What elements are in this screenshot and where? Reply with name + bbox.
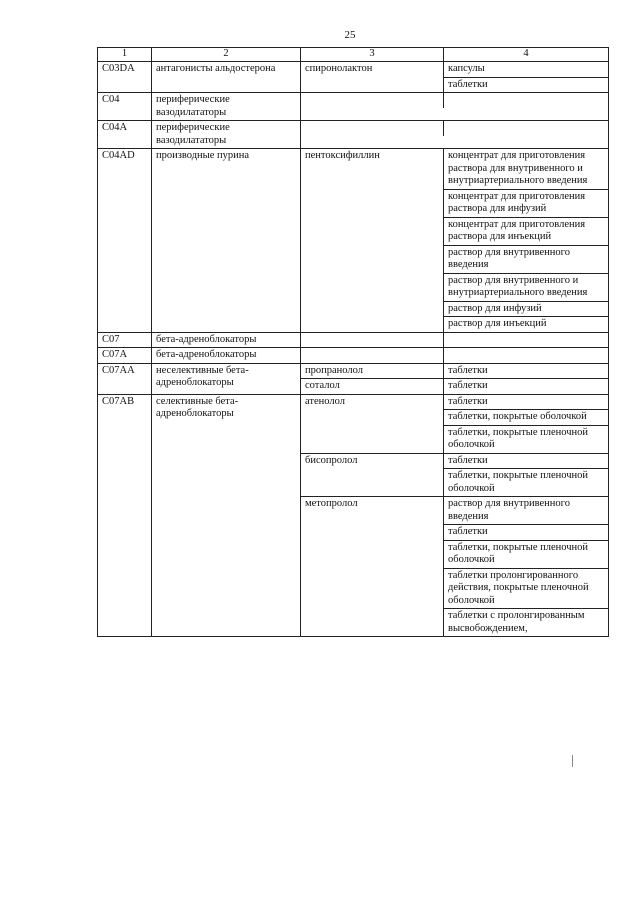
dosage-form: таблетки, покрытые пленочной оболочкой <box>448 426 589 450</box>
table-row <box>98 332 609 348</box>
atc-code-cell: C03DA <box>98 62 152 93</box>
table-row <box>98 149 609 333</box>
dosage-form: концентрат для приготовления раствора для внутривенного и внутриартериального введения <box>444 149 608 190</box>
group-name-cell: периферические вазодилататоры <box>152 121 301 149</box>
atc-code-cell: C07 <box>98 332 152 348</box>
drug-name: спиронолактон <box>301 62 444 92</box>
drug-table <box>97 47 609 637</box>
drug-list-cell <box>301 62 609 93</box>
drug-list-cell <box>301 93 609 121</box>
dosage-form: таблетки <box>448 364 488 376</box>
drug-list-cell <box>301 149 609 333</box>
group-name-cell: производные пурина <box>152 149 301 333</box>
dosage-form: таблетки <box>444 525 608 541</box>
dosage-form: таблетки пролонгированного действия, покрытые пленочной оболочкой <box>444 569 608 610</box>
atc-code-cell: C04A <box>98 121 152 149</box>
atc-code-cell: C04AD <box>98 149 152 333</box>
header-col-4: 4 <box>444 48 609 62</box>
table-row <box>98 348 609 364</box>
dosage-form: раствор для внутривенного и внутриартериального введения <box>444 274 608 302</box>
dosage-forms <box>444 497 608 636</box>
drug-name: пропранолол <box>301 364 444 379</box>
drug-block <box>301 62 608 92</box>
group-name-cell: селективные бета-адреноблокаторы <box>152 394 301 637</box>
atc-code-cell: C07A <box>98 348 152 364</box>
drug-name: метопролол <box>301 497 444 636</box>
dosage-forms <box>444 379 608 394</box>
table-row <box>98 62 609 93</box>
drug-name: бисопролол <box>301 454 444 497</box>
dosage-form: таблетки, покрытые пленочной оболочкой <box>448 470 589 494</box>
group-name-cell: неселективные бета-адреноблокаторы <box>152 363 301 394</box>
drug-block <box>301 497 608 636</box>
dosage-form: таблетки <box>444 454 608 470</box>
drug-name: атенолол <box>301 395 444 453</box>
drug-list-cell <box>301 363 609 394</box>
dosage-form: таблетки <box>448 380 488 391</box>
atc-code-cell: C07AB <box>98 394 152 637</box>
drug-block <box>301 395 608 454</box>
header-col-1: 1 <box>98 48 152 62</box>
atc-code-cell: C04 <box>98 93 152 121</box>
dosage-form: концентрат для приготовления раствора для инфузий <box>444 190 608 218</box>
dosage-forms <box>444 395 608 453</box>
dosage-forms <box>444 149 608 332</box>
dosage-form: раствор для инъекций <box>448 318 547 329</box>
page-number: 25 <box>344 29 356 41</box>
drug-name: соталол <box>301 379 444 394</box>
dosage-form: таблетки, покрытые пленочной оболочкой <box>444 541 608 569</box>
drug-list-cell <box>301 121 609 149</box>
drug-list-cell <box>301 394 609 637</box>
drug-block <box>301 379 608 394</box>
drug-list-cell <box>301 332 609 348</box>
table-row <box>98 363 609 394</box>
dosage-forms <box>444 454 608 497</box>
table-row <box>98 93 609 121</box>
dosage-forms <box>444 364 608 379</box>
table-header-row <box>98 48 609 62</box>
header-col-3: 3 <box>301 48 444 62</box>
group-name-cell: периферические вазодилататоры <box>152 93 301 121</box>
dosage-form: раствор для инфузий <box>444 302 608 318</box>
drug-name: пентоксифиллин <box>301 149 444 332</box>
dosage-form: таблетки с пролонгированным высвобождением, <box>448 610 585 634</box>
dosage-form: раствор для внутривенного введения <box>444 246 608 274</box>
table-row <box>98 121 609 149</box>
margin-mark <box>572 755 573 767</box>
dosage-form: капсулы <box>444 62 608 78</box>
group-name-cell: бета-адреноблокаторы <box>152 332 301 348</box>
drug-block <box>301 454 608 498</box>
dosage-form: таблетки, покрытые оболочкой <box>444 410 608 426</box>
dosage-form: таблетки <box>444 395 608 411</box>
drug-block <box>301 364 608 380</box>
dosage-form: раствор для внутривенного введения <box>444 497 608 525</box>
drug-block <box>301 149 608 332</box>
dosage-form: таблетки <box>448 78 488 90</box>
header-col-2: 2 <box>152 48 301 62</box>
dosage-form: концентрат для приготовления раствора для инъекций <box>444 218 608 246</box>
group-name-cell: бета-адреноблокаторы <box>152 348 301 364</box>
group-name-cell: антагонисты альдостерона <box>152 62 301 93</box>
drug-list-cell <box>301 348 609 364</box>
table-row <box>98 394 609 637</box>
atc-code-cell: C07AA <box>98 363 152 394</box>
dosage-forms <box>444 62 608 92</box>
